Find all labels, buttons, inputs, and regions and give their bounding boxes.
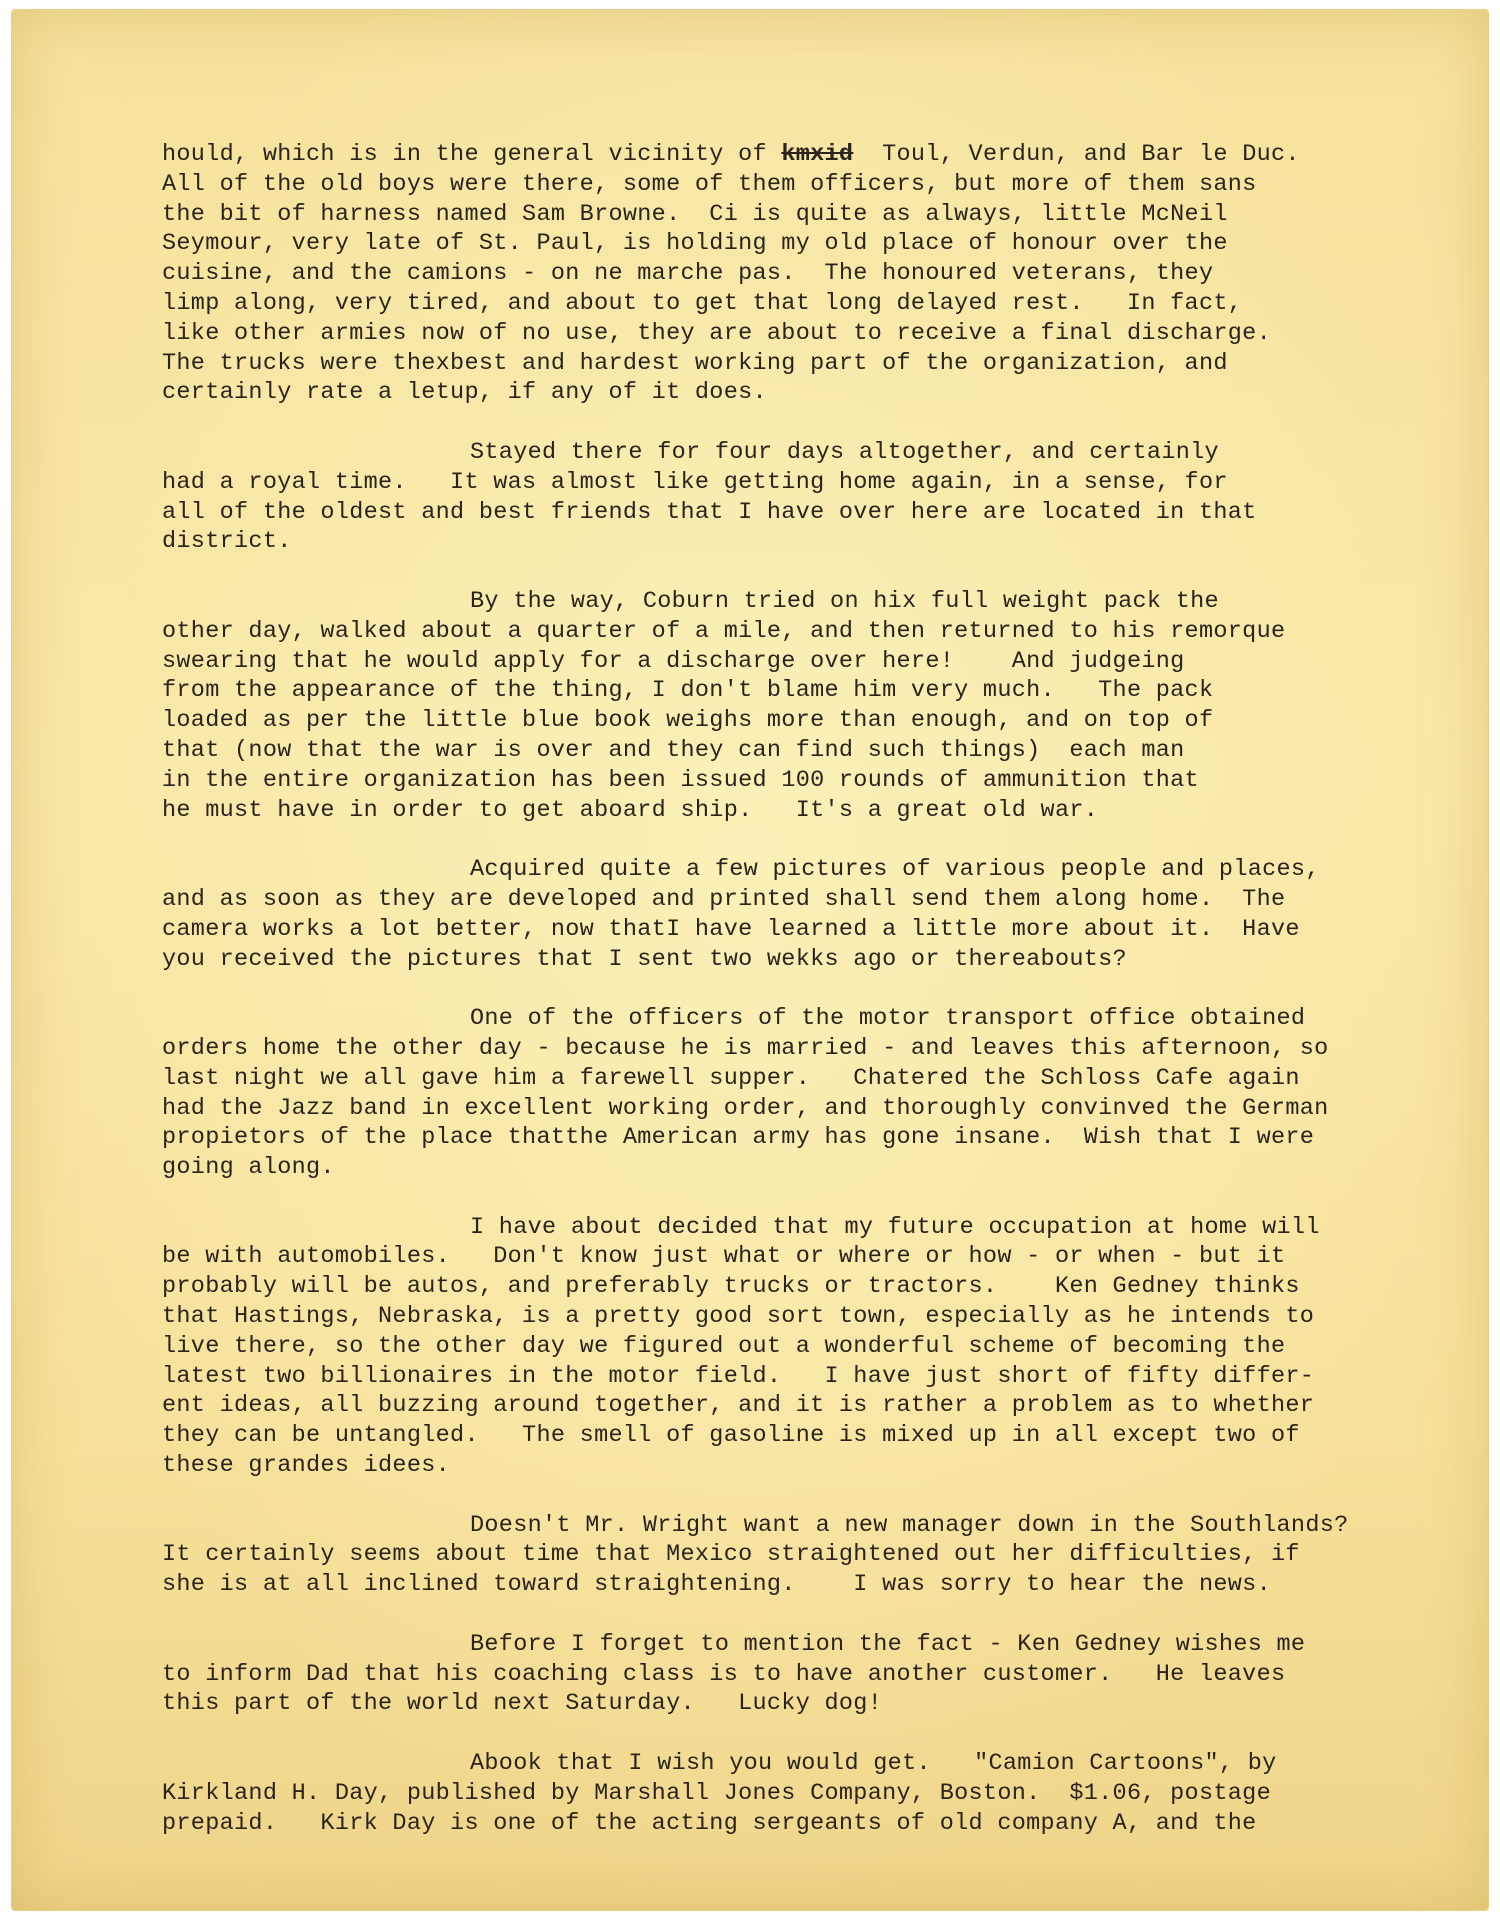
letter-body [162,140,1402,1868]
letter-line: ent ideas, all buzzing around together, and it is rather a problem as to whether [162,1392,1315,1420]
paragraph-8 [162,1630,1402,1719]
letter-line: latest two billionaires in the motor field. I have just short of fifty differ- [162,1362,1315,1390]
paragraph-2 [162,438,1402,557]
struck-out-text: kmxid [781,141,854,168]
letter-line: prepaid. Kirk Day is one of the acting sergeants of old company A, and the [162,1809,1257,1837]
letter-line: he must have in order to get aboard ship. It's a great old war. [162,796,1099,824]
paragraph-7 [162,1511,1402,1600]
letter-line: All of the old boys were there, some of them officers, but more of them sans [162,170,1257,198]
letter-line: they can be untangled. The smell of gasoline is mixed up in all except two of [162,1422,1300,1450]
letter-line: camera works a lot better, now thatI have learned a little more about it. Have [162,915,1300,943]
letter-line: that (now that the war is over and they can find such things) each man [162,736,1185,764]
paragraph-3 [162,587,1402,825]
paragraph-9 [162,1749,1402,1838]
letter-line: other day, walked about a quarter of a mile, and then returned to his remorque [162,617,1286,645]
letter-line: that Hastings, Nebraska, is a pretty good sort town, especially as he intends to [162,1303,1315,1331]
letter-line: Stayed there for four days altogether, and certainly [470,438,1219,466]
letter-line: in the entire organization has been issued 100 rounds of ammunition that [162,766,1199,794]
letter-line: Doesn't Mr. Wright want a new manager down in the Southlands? [470,1511,1349,1539]
letter-line: propietors of the place thatthe American army has gone insane. Wish that I were [162,1124,1315,1152]
letter-line: going along. [162,1154,335,1182]
paragraph-4 [162,855,1402,974]
letter-line: I have about decided that my future occupation at home will [470,1213,1320,1241]
letter-page [12,10,1488,1910]
letter-line: Kirkland H. Day, published by Marshall Jones Company, Boston. $1.06, postage [162,1779,1271,1807]
letter-line: Seymour, very late of St. Paul, is holding my old place of honour over the [162,230,1228,258]
letter-line: The trucks were thexbest and hardest working part of the organization, and [162,349,1228,377]
letter-line: you received the pictures that I sent two wekks ago or thereabouts? [162,945,1127,973]
letter-line: Abook that I wish you would get. "Camion Cartoons", by [470,1750,1277,1778]
paragraph-1 [162,140,1402,408]
letter-line: from the appearance of the thing, I don't blame him very much. The pack [162,677,1214,705]
letter-line: orders home the other day - because he is married - and leaves this afternoon, so [162,1034,1329,1062]
letter-line: limp along, very tired, and about to get that long delayed rest. In fact, [162,289,1243,317]
letter-line: live there, so the other day we figured out a wonderful scheme of becoming the [162,1332,1286,1360]
letter-line: One of the officers of the motor transport office obtained [470,1005,1306,1033]
letter-line: probably will be autos, and preferably trucks or tractors. Ken Gedney thinks [162,1273,1300,1301]
letter-line: like other armies now of no use, they are about to receive a final discharge. [162,319,1271,347]
letter-line: By the way, Coburn tried on hix full weight pack the [470,587,1219,615]
letter-line: certainly rate a letup, if any of it does. [162,379,767,407]
letter-line: had the Jazz band in excellent working order, and thoroughly convinved the German [162,1094,1329,1122]
letter-line: had a royal time. It was almost like getting home again, in a sense, for [162,468,1228,496]
paragraph-5 [162,1004,1402,1183]
letter-line: district. [162,528,292,556]
letter-line: to inform Dad that his coaching class is to have another customer. He leaves [162,1660,1286,1688]
letter-line: the bit of harness named Sam Browne. Ci is quite as always, little McNeil [162,200,1228,228]
letter-line: be with automobiles. Don't know just what or where or how - or when - but it [162,1243,1286,1271]
letter-line: these grandes idees. [162,1452,451,1480]
letter-line: loaded as per the little blue book weighs more than enough, and on top of [162,707,1214,735]
letter-line: last night we all gave him a farewell supper. Chatered the Schloss Cafe again [162,1064,1300,1092]
letter-line: all of the oldest and best friends that I have over here are located in that [162,498,1257,526]
letter-line: cuisine, and the camions - on ne marche pas. The honoured veterans, they [162,260,1214,288]
paragraph-6 [162,1213,1402,1481]
letter-line: this part of the world next Saturday. Lucky dog! [162,1690,883,1718]
letter-line: It certainly seems about time that Mexico straightened out her difficulties, if [162,1541,1300,1569]
letter-line: hould, which is in the general vicinity of kmxid Toul, Verdun, and Bar le Duc. [162,141,1300,168]
letter-line: and as soon as they are developed and printed shall send them along home. The [162,885,1286,913]
letter-line: Before I forget to mention the fact - Ken Gedney wishes me [470,1630,1306,1658]
letter-line: Acquired quite a few pictures of various people and places, [470,856,1320,884]
letter-line: swearing that he would apply for a discharge over here! And judgeing [162,647,1185,675]
letter-line: she is at all inclined toward straightening. I was sorry to hear the news. [162,1571,1271,1599]
